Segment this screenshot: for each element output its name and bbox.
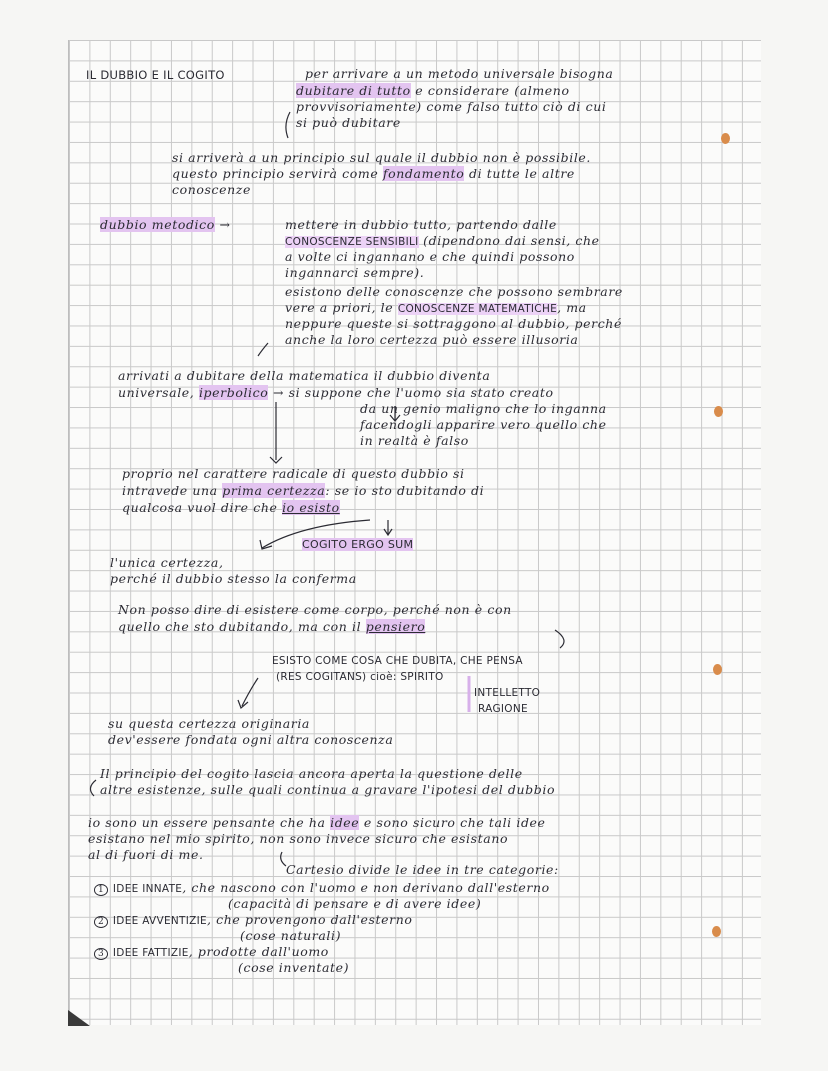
fondata-line: dev'essere fondata ogni altra conoscenza: [108, 732, 394, 747]
number-circle-icon: 2: [94, 916, 108, 928]
arrow-metodico-to-iperbolico: [258, 343, 268, 356]
metodico-line: a volte ci ingannano e che quindi possono: [285, 249, 575, 264]
fondata-line: su questa certezza originaria: [108, 716, 310, 731]
highlight-idee: idee: [330, 815, 360, 830]
metodico-line: mettere in dubbio tutto, partendo dalle: [285, 217, 557, 232]
certezza-text: : se io sto dubitando di: [325, 483, 485, 498]
highlight-dubitare: dubitare di tutto: [296, 83, 411, 98]
idee-line: esistano nel mio spirito, non sono invece sicuro che esistano: [88, 831, 509, 846]
number-circle-icon: 1: [94, 884, 108, 896]
esistenze-line: altre esistenze, sulle quali continua a gravare l'ipotesi del dubbio: [100, 782, 556, 797]
categoria-sub: (cose naturali): [240, 928, 342, 943]
iperbolico-line: facendogli apparire vero quello che: [360, 417, 607, 432]
idee-text: io sono un essere pensante che ha: [88, 815, 326, 830]
metodico-line: ingannarci sempre).: [285, 265, 425, 280]
page-title: IL DUBBIO E IL COGITO: [86, 68, 225, 82]
principle-line: si arriverà a un principio sul quale il dubbio non è possibile.: [172, 150, 591, 165]
res-item: INTELLETTO: [474, 687, 541, 699]
metodico-line: neppure queste si sottraggono al dubbio, perché: [285, 316, 622, 331]
res-line: (RES COGITANS) cioè: SPIRITO: [276, 671, 444, 683]
idee-line: al di fuori di me.: [88, 847, 204, 862]
metodico-text: vere a priori, le: [285, 300, 394, 315]
res-line: ESISTO COME COSA CHE DUBITA, CHE PENSA: [272, 655, 523, 667]
iperbolico-text: → si suppone che l'uomo sia stato creato: [272, 385, 554, 400]
corpo-line: Non posso dire di esistere come corpo, perché non è con: [118, 602, 512, 617]
highlight-pensiero: pensiero: [365, 619, 426, 634]
intro-line: provvisoriamente) come falso tutto ciò di cui: [296, 99, 607, 114]
highlight-cogito: COGITO ERGO SUM: [302, 538, 414, 551]
esistenze-line: Il principio del cogito lascia ancora aperta la questione delle: [100, 766, 523, 781]
categoria-label: IDEE FATTIZIE: [112, 947, 189, 959]
metodico-text: , ma: [557, 300, 587, 315]
intro-line: per arrivare a un metodo universale bisogna: [305, 66, 614, 81]
arrow-pensiero-to-res: [555, 630, 564, 648]
certezza-line: proprio nel carattere radicale di questo dubbio si: [122, 466, 465, 481]
intro-line: si può dubitare: [296, 115, 401, 130]
idee-text: e sono sicuro che tali idee: [363, 815, 546, 830]
metodico-line: anche la loro certezza può essere illusoria: [285, 332, 579, 347]
cartesio-line: Cartesio divide le idee in tre categorie:: [286, 862, 559, 877]
metodico-text: (dipendono dai sensi, che: [423, 233, 600, 248]
arrow-esisto-to-certezza: [262, 520, 370, 548]
principle-line: conoscenze: [172, 182, 251, 197]
highlight-sensibili: CONOSCENZE SENSIBILI: [285, 236, 419, 248]
certezza-text: intravede una: [122, 483, 218, 498]
iperbolico-line: in realtà è falso: [360, 433, 469, 448]
arrow-res-to-fondata: [242, 678, 258, 706]
res-item: RAGIONE: [478, 703, 528, 715]
corpo-text: quello che sto dubitando, ma con il: [118, 619, 362, 634]
categoria-sub: (capacità di pensare e di avere idee): [228, 896, 482, 911]
certezza-text: qualcosa vuol dire che: [122, 500, 278, 515]
iperbolico-line: arrivati a dubitare della matematica il dubbio diventa: [118, 368, 491, 383]
arrow-idee-to-cartesio: [281, 852, 286, 866]
highlight-prima-certezza: prima certezza: [222, 483, 326, 498]
bracket-esistenze: [90, 780, 96, 796]
intro-text: e considerare (almeno: [415, 83, 570, 98]
categoria-text: , che provengono dall'esterno: [207, 912, 413, 927]
arrow-glyph: →: [219, 217, 231, 232]
metodico-line: esistono delle conoscenze che possono sembrare: [285, 284, 623, 299]
categoria-sub: (cose inventate): [238, 960, 350, 975]
highlight-fondamento: fondamento: [382, 166, 465, 181]
unica-line: perché il dubbio stesso la conferma: [110, 571, 357, 586]
categoria-text: , che nascono con l'uomo e non derivano dall'esterno: [182, 880, 550, 895]
iperbolico-line: da un genio maligno che lo inganna: [360, 401, 607, 416]
highlight-iperbolico: iperbolico: [198, 385, 269, 400]
unica-line: l'unica certezza,: [110, 555, 224, 570]
highlight-io-esisto: io esisto: [282, 500, 340, 515]
arrow-intro-to-principle: [286, 112, 290, 138]
highlight-matematiche: CONOSCENZE MATEMATICHE: [397, 303, 558, 315]
iperbolico-text: universale,: [118, 385, 195, 400]
highlight-metodico: dubbio metodico: [100, 217, 215, 232]
number-circle-icon: 3: [94, 948, 108, 960]
categoria-label: IDEE INNATE: [112, 883, 183, 895]
principle-text: di tutte le altre: [469, 166, 575, 181]
principle-text: questo principio servirà come: [172, 166, 379, 181]
categoria-text: , prodotte dall'uomo: [188, 944, 329, 959]
categoria-label: IDEE AVVENTIZIE: [112, 915, 207, 927]
